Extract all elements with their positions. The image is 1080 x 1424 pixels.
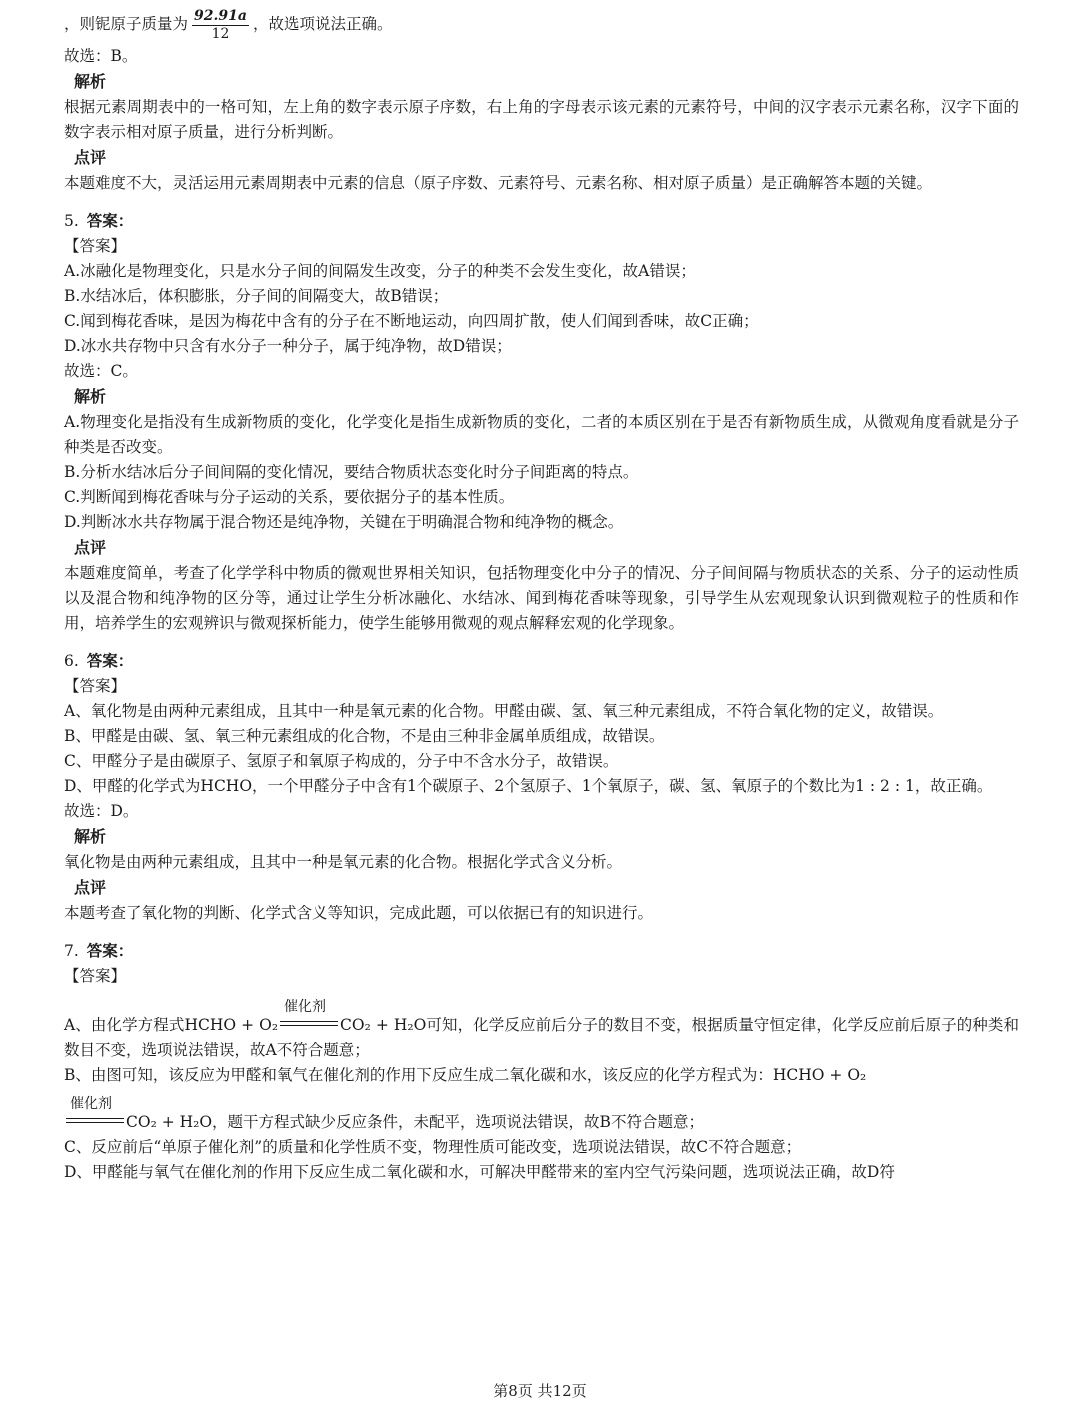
q6-line-b: B、甲醛是由碳、氢、氧三种元素组成的化合物，不是由三种非金属单质组成，故错误。: [64, 727, 665, 745]
q4-jiexi-text: 根据元素周期表中的一格可知，左上角的数字表示原子序数，右上角的字母表示该元素的元素符号，中间的汉字表示元素名称，汉字下面的数字表示相对原子质量，进行分析判断。: [64, 98, 1019, 141]
q6-choice: 故选：D。: [64, 802, 139, 820]
q5-line-c: C.闻到梅花香味，是因为梅花中含有的分子在不断地运动，向四周扩散，使人们闻到香味，故C正确；: [64, 312, 759, 330]
q7-line-b2: [64, 1096, 1019, 1135]
q7-line-b1: B、由图可知，该反应为甲醛和氧气在催化剂的作用下反应生成二氧化碳和水，该反应的化学方程式为：HCHO + O₂: [64, 1066, 867, 1084]
q5-jiexi-title: 解析: [74, 387, 107, 406]
q7-answer-label: 答案：: [86, 942, 134, 960]
catalyst-equals-sign: [280, 999, 338, 1031]
q7-a-prefix: A、由化学方程式HCHO + O₂: [64, 1016, 279, 1034]
q4-line-suffix: ，故选项说法正确。: [252, 15, 393, 33]
page-footer: 第8页 共12页: [493, 1382, 587, 1400]
q6-line-d: D、甲醛的化学式为HCHO，一个甲醛分子中含有1个碳原子、2个氢原子、1个氧原子，碳、氢、氧原子的个数比为1 : 2 : 1，故正确。: [64, 777, 993, 795]
q5-bracket: 【答案】: [64, 237, 127, 255]
fraction: [192, 8, 249, 43]
q7-a-suffix: CO₂ + H₂O可知，化学反应前后分子的数目不变，根据质量守恒定律，化学反应前后原子的种类和数目不变，选项说法错误，故A不符合题意；: [64, 1016, 1019, 1059]
q5-jiexi-d: D.判断冰水共存物属于混合物还是纯净物，关键在于明确混合物和纯净物的概念。: [64, 513, 624, 531]
spacer: [64, 989, 1019, 1013]
q7-line-a: [64, 999, 1019, 1063]
q5-jiexi-c: C.判断闻到梅花香味与分子运动的关系，要依据分子的基本性质。: [64, 488, 515, 506]
q6-dianping-title: 点评: [74, 878, 107, 897]
q6-line-c: C、甲醛分子是由碳原子、氢原子和氧原子构成的，分子中不含水分子，故错误。: [64, 752, 619, 770]
q6-number: 6.: [64, 652, 79, 670]
q4-dianping-text: 本题难度不大，灵活运用元素周期表中元素的信息（原子序数、元素符号、元素名称、相对原子质量）是正确解答本题的关键。: [64, 174, 933, 192]
q5-answer-label: 答案：: [86, 212, 134, 230]
q7-number: 7.: [64, 942, 79, 960]
q5-number: 5.: [64, 212, 79, 230]
q6-dianping-text: 本题考查了氧化物的判断、化学式含义等知识，完成此题，可以依据已有的知识进行。: [64, 904, 654, 922]
spacer: [64, 1088, 1019, 1110]
q5-jiexi-a: A.物理变化是指没有生成新物质的变化，化学变化是指生成新物质的变化，二者的本质区别在于是否有新物质生成，从微观角度看就是分子种类是否改变。: [64, 413, 1019, 456]
document-page: [64, 4, 1019, 1185]
q6-header: [64, 648, 1019, 674]
q5-line-b: B.水结冰后，体积膨胀，分子间的间隔变大，故B错误；: [64, 287, 449, 305]
q7-line-d: D、甲醛能与氧气在催化剂的作用下反应生成二氧化碳和水，可解决甲醛带来的室内空气污染问题，选项说法正确，故D符: [64, 1163, 895, 1181]
q5-dianping-text: 本题难度简单，考查了化学学科中物质的微观世界相关知识，包括物理变化中分子的情况、分子间间隔与物质状态的关系、分子的运动性质以及混合物和纯净物的区分等，通过让学生分析冰融化、水结冰、闻到梅花香味等现象，引导学生从宏观现象认识到微观粒子的性质和作用，培养学生的宏观辨识与微观探析能力，使学生能够用微观的观点解释宏观的化学现象。: [64, 564, 1019, 632]
q7-line-c: C、反应前后“单原子催化剂”的质量和化学性质不变，物理性质可能改变，选项说法错误，故C不符合题意；: [64, 1138, 802, 1156]
q7-bracket: 【答案】: [64, 967, 127, 985]
fraction-numerator: 92.91a: [194, 7, 247, 24]
catalyst-label: 催化剂: [284, 999, 327, 1015]
q5-jiexi-b: B.分析水结冰后分子间间隔的变化情况，要结合物质状态变化时分子间距离的特点。: [64, 463, 639, 481]
q5-header: [64, 208, 1019, 234]
q4-jiexi-title: 解析: [74, 72, 107, 91]
q5-line-d: D.冰水共存物中只含有水分子一种分子，属于纯净物，故D错误；: [64, 337, 512, 355]
catalyst-equals-sign-2: [66, 1096, 124, 1128]
q5-dianping-title: 点评: [74, 538, 107, 557]
q6-line-a: A、氧化物是由两种元素组成，且其中一种是氧元素的化合物。甲醛由碳、氢、氧三种元素组成，不符合氧化物的定义，故错误。: [64, 702, 944, 720]
q6-jiexi-text: 氧化物是由两种元素组成，且其中一种是氧元素的化合物。根据化学式含义分析。: [64, 853, 623, 871]
q6-answer-label: 答案：: [86, 652, 134, 670]
q7-header: [64, 938, 1019, 964]
q5-choice: 故选：C。: [64, 362, 138, 380]
q5-line-a: A.冰融化是物理变化，只是水分子间的间隔发生改变，分子的种类不会发生变化，故A错误；: [64, 262, 696, 280]
q6-bracket: 【答案】: [64, 677, 127, 695]
q4-dianping-title: 点评: [74, 148, 107, 167]
q4-line-prefix: ，则铌原子质量为: [64, 15, 189, 33]
fraction-denominator: 12: [211, 25, 230, 42]
q7-b2-suffix: CO₂ + H₂O，题干方程式缺少反应条件，未配平，选项说法错误，故B不符合题意；: [126, 1113, 704, 1131]
q4-niobium-mass-line: [64, 4, 1019, 44]
q6-jiexi-title: 解析: [74, 827, 107, 846]
catalyst-label-2: 催化剂: [70, 1096, 112, 1112]
q4-choice: 故选：B。: [64, 47, 138, 65]
